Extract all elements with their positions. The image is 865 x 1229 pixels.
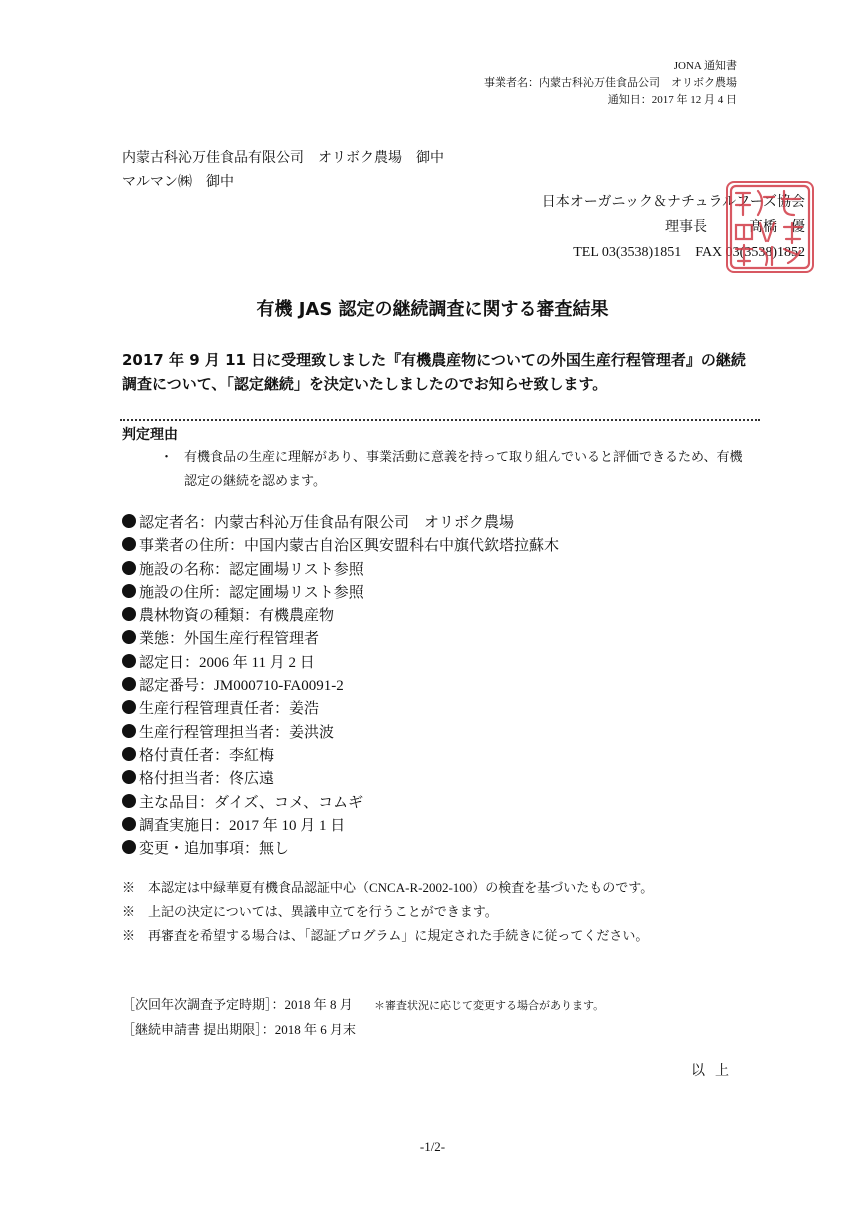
detail-label: 格付責任者 xyxy=(139,747,215,764)
detail-value: 姜洪波 xyxy=(289,724,335,741)
official-seal-icon xyxy=(726,181,814,273)
bullet-dot-icon xyxy=(122,584,136,598)
detail-value: 2017 年 10 月 1 日 xyxy=(229,817,346,834)
detail-item xyxy=(122,745,559,768)
detail-item xyxy=(122,559,559,582)
detail-item xyxy=(122,838,559,861)
doc-type-label: JONA 通知書 xyxy=(673,60,737,72)
page-number: -1/2- xyxy=(419,1139,446,1154)
detail-value: 姜浩 xyxy=(289,701,320,718)
detail-label: 生産行程管理責任者 xyxy=(139,701,275,718)
detail-separator: ： xyxy=(229,538,245,555)
detail-separator: ： xyxy=(169,631,185,648)
detail-label: 施設の名称 xyxy=(139,561,215,578)
dotted-divider xyxy=(120,419,760,421)
detail-value: ダイズ、コメ、コムギ xyxy=(214,794,364,811)
detail-separator: ： xyxy=(214,771,230,788)
detail-item xyxy=(122,815,559,838)
detail-value: 外国生産行程管理者 xyxy=(184,631,320,648)
detail-label: 認定者名 xyxy=(139,515,200,531)
detail-value: 李紅梅 xyxy=(229,747,275,764)
detail-separator: ： xyxy=(199,678,215,695)
bullet-dot-icon xyxy=(122,794,136,808)
detail-value: 認定圃場リスト参照 xyxy=(229,584,364,601)
bullet-dot-icon xyxy=(122,817,136,831)
recipient-line: マルマン㈱ 御中 xyxy=(122,175,234,190)
intro-paragraph: 2017 年 9 月 11 日に受理致しました『有機農産物についての外国生産行程管理者』の継続調査について、「認定継続」を決定いたしましたのでお知らせ致します。 xyxy=(122,351,746,393)
closing-mark: 以上 xyxy=(691,1064,739,1079)
bullet-mark: ・ xyxy=(160,449,174,464)
detail-value: JM000710-FA0091-2 xyxy=(214,678,344,695)
detail-value: 2006 年 11 月 2 日 xyxy=(199,654,315,671)
detail-separator: ： xyxy=(214,584,230,601)
detail-separator: ： xyxy=(214,561,230,578)
bullet-dot-icon xyxy=(122,724,136,738)
sender-contact: TEL 03(3538)1851 FAX 03(3538)1852 xyxy=(573,245,805,260)
document-header xyxy=(484,58,737,109)
bullet-dot-icon xyxy=(122,840,136,854)
note-line: ※ 本認定は中緑華夏有機食品認証中心（CNCA-R-2002-100）の検査を基づいたものです。 xyxy=(122,880,654,895)
reason-heading: 判定理由 xyxy=(122,427,178,443)
bullet-dot-icon xyxy=(122,770,136,784)
detail-separator: ： xyxy=(214,817,230,834)
renewal-deadline: ［継続申請書 提出期限］：2018 年 6 月末 xyxy=(122,1022,357,1037)
detail-separator: ： xyxy=(244,608,260,625)
notice-date: 通知日：2017 年 12 月 4 日 xyxy=(607,94,737,106)
detail-item xyxy=(122,512,559,535)
detail-separator: ： xyxy=(214,747,230,764)
bullet-dot-icon xyxy=(122,630,136,644)
note-line: ※ 再審査を希望する場合は、「認証プログラム」に規定された手続きに従ってください。 xyxy=(122,928,649,943)
reason-text: 有機食品の生産に理解があり、事業活動に意義を持って取り組んでいると評価できるため、有機認定の継続を認めます。 xyxy=(184,449,743,488)
seal-graphic xyxy=(728,183,812,271)
detail-label: 事業者の住所 xyxy=(139,538,230,555)
bullet-dot-icon xyxy=(122,677,136,691)
bullet-dot-icon xyxy=(122,654,136,668)
detail-item xyxy=(122,722,559,745)
detail-label: 業態 xyxy=(139,631,170,648)
document-title: 有機 JAS 認定の継続調査に関する審査結果 xyxy=(256,299,609,320)
detail-value: 内蒙古科沁万佳食品有限公司 オリボク農場 xyxy=(214,515,515,531)
detail-value: 中国内蒙古自治区興安盟科右中旗代欽塔拉蘇木 xyxy=(244,538,560,555)
detail-item xyxy=(122,792,559,815)
bullet-dot-icon xyxy=(122,561,136,575)
next-survey-note: ＊審査状況に応じて変更する場合があります。 xyxy=(374,1000,605,1012)
detail-separator: ： xyxy=(184,654,200,671)
next-survey-period: ［次回年次調査予定時期］：2018 年 8 月 xyxy=(122,997,353,1012)
certification-details xyxy=(122,512,559,861)
detail-label: 農林物資の種類 xyxy=(139,608,245,625)
detail-label: 主な品目 xyxy=(139,794,200,811)
sender-chair: 理事長 髙橋 優 xyxy=(665,220,805,235)
sender-organization: 日本オーガニック＆ナチュラルフーズ協会 xyxy=(541,195,805,210)
detail-item xyxy=(122,582,559,605)
detail-item xyxy=(122,652,559,675)
bullet-dot-icon xyxy=(122,537,136,551)
detail-label: 認定番号 xyxy=(139,678,200,695)
detail-value: 有機農産物 xyxy=(259,608,335,625)
detail-item xyxy=(122,535,559,558)
detail-separator: ： xyxy=(199,515,215,531)
schedule-block xyxy=(122,993,604,1042)
bullet-dot-icon xyxy=(122,700,136,714)
detail-label: 施設の住所 xyxy=(139,584,215,601)
notes-block xyxy=(122,876,653,948)
detail-item xyxy=(122,605,559,628)
detail-item xyxy=(122,628,559,651)
bullet-dot-icon xyxy=(122,747,136,761)
detail-item xyxy=(122,675,559,698)
bullet-dot-icon xyxy=(122,607,136,621)
detail-label: 生産行程管理担当者 xyxy=(139,724,275,741)
detail-separator: ： xyxy=(274,724,290,741)
bullet-dot-icon xyxy=(122,514,136,528)
detail-value: 無し xyxy=(259,841,290,858)
detail-separator: ： xyxy=(274,701,290,718)
recipient-line: 内蒙古科沁万佳食品有限公司 オリボク農場 御中 xyxy=(122,151,444,166)
detail-label: 調査実施日 xyxy=(139,817,215,834)
note-line: ※ 上記の決定については、異議申立てを行うことができます。 xyxy=(122,904,498,919)
detail-label: 認定日 xyxy=(139,654,185,671)
detail-separator: ： xyxy=(244,841,260,858)
detail-label: 変更・追加事項 xyxy=(139,841,245,858)
detail-label: 格付担当者 xyxy=(139,771,215,788)
business-name-line: 事業者名：内蒙古科沁万佳食品公司 オリボク農場 xyxy=(484,77,737,89)
reason-item xyxy=(160,445,750,493)
detail-separator: ： xyxy=(199,794,215,811)
detail-item xyxy=(122,698,559,721)
detail-item xyxy=(122,768,559,791)
detail-value: 認定圃場リスト参照 xyxy=(229,561,364,578)
detail-value: 佟広遠 xyxy=(229,771,275,788)
